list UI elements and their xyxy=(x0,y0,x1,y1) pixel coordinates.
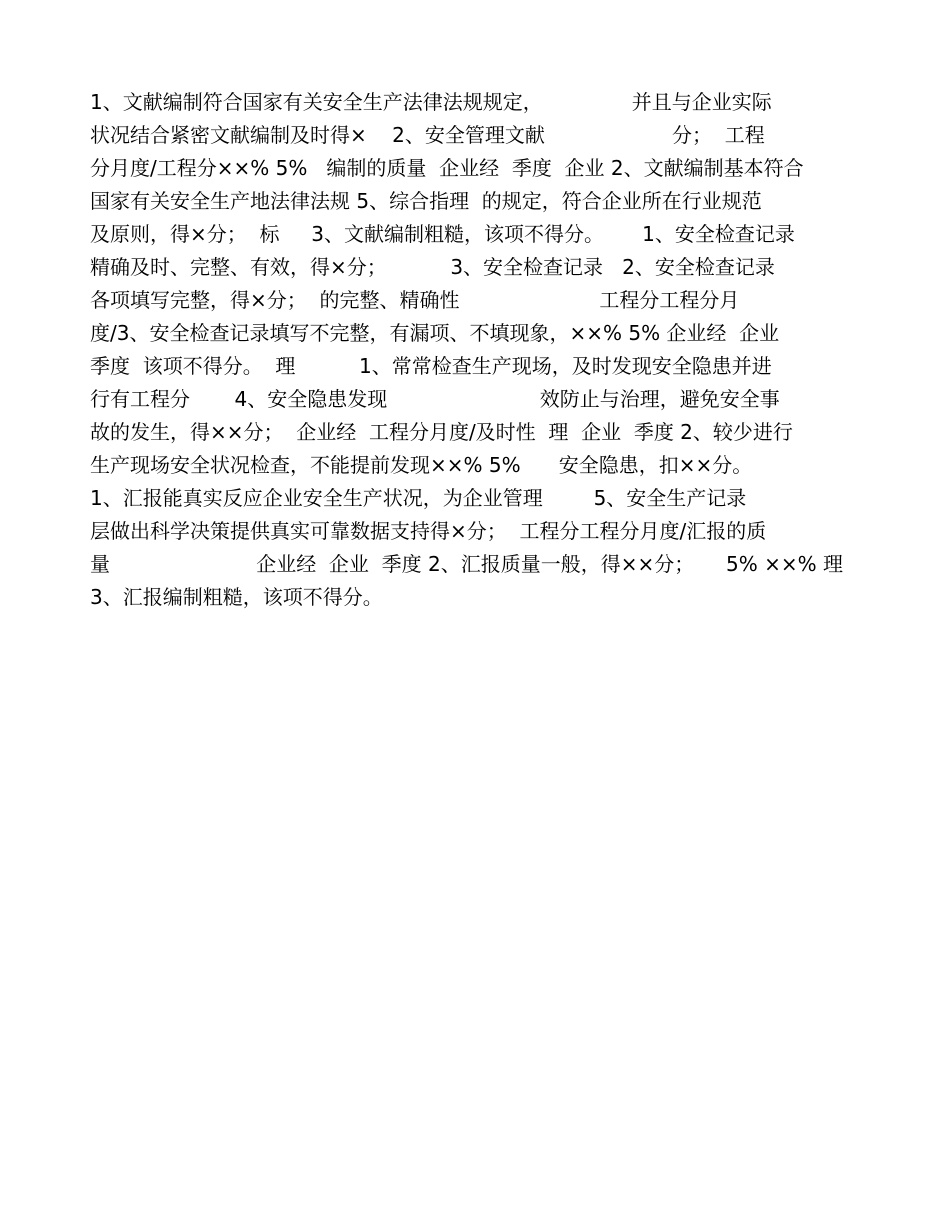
document-line-3: 分月度/工程分××% 5% 编制的质量 企业经 季度 企业 2、文献编制基本符合 xyxy=(90,156,804,180)
document-line-11: 故的发生，得××分； 企业经 工程分月度/及时性 理 企业 季度 2、较少进行 xyxy=(90,420,793,444)
document-line-6: 精确及时、完整、有效，得×分； 3、安全检查记录 2、安全检查记录 xyxy=(90,255,775,279)
document-line-14: 层做出科学决策提供真实可靠数据支持得×分； 工程分工程分月度/汇报的质 xyxy=(90,519,767,543)
document-line-16: 3、汇报编制粗糙，该项不得分。 xyxy=(90,585,383,609)
document-line-9: 季度 该项不得分。 理 1、常常检查生产现场，及时发现安全隐患并进 xyxy=(90,354,772,378)
document-line-7: 各项填写完整，得×分； 的完整、精确性 工程分工程分月 xyxy=(90,288,740,312)
document-line-4: 国家有关安全生产地法律法规 5、综合指理 的规定，符合企业所在行业规范 xyxy=(90,189,762,213)
document-line-1: 1、文献编制符合国家有关安全生产法律法规规定， 并且与企业实际 xyxy=(90,90,772,114)
document-line-5: 及原则，得×分； 标 3、文献编制粗糙，该项不得分。 1、安全检查记录 xyxy=(90,222,795,246)
document-line-15: 量 企业经 企业 季度 2、汇报质量一般，得××分； 5% ××% 理 xyxy=(90,552,843,576)
document-body xyxy=(90,86,865,614)
document-line-10: 行有工程分 4、安全隐患发现 效防止与治理，避免安全事 xyxy=(90,387,780,411)
document-line-13: 1、汇报能真实反应企业安全生产状况，为企业管理 5、安全生产记录 xyxy=(90,486,747,510)
document-line-8: 度/3、安全检查记录填写不完整，有漏项、不填现象，××% 5% 企业经 企业 xyxy=(90,321,780,345)
document-line-12: 生产现场安全状况检查，不能提前发现××% 5% 安全隐患，扣××分。 xyxy=(90,453,753,477)
document-line-2: 状况结合紧密文献编制及时得× 2、安全管理文献 分； 工程 xyxy=(90,123,765,147)
